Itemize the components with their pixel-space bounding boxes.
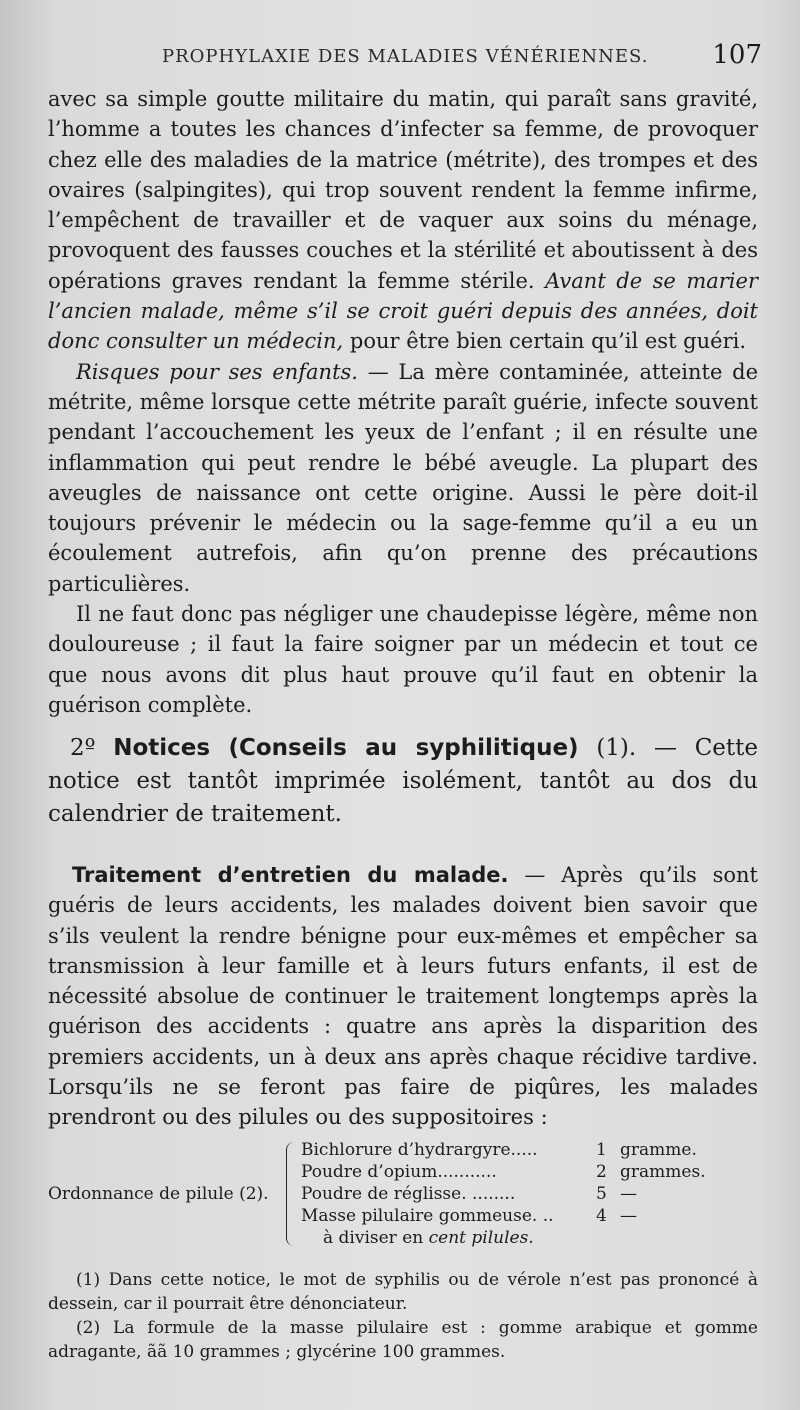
- ingredient-unit: —: [620, 1184, 637, 1204]
- footnote-1: (1) Dans cette notice, le mot de syphilis ou de vérole n’est pas prononcé à dessein, car il pourrait être dénonciateur.: [48, 1270, 758, 1314]
- pill-prescription: [48, 1140, 758, 1260]
- section-notices: [48, 732, 758, 831]
- ingredient-name: Poudre de réglisse. ........: [301, 1184, 516, 1204]
- section-text: — Cette notice est tantôt imprimée isolément, tantôt au dos du calendrier de traitement.: [48, 735, 759, 827]
- subsection-title: Traitement d’entretien du malade.: [72, 863, 509, 887]
- ingredient-qty: 2: [596, 1162, 607, 1182]
- footnote-ref: (1).: [596, 735, 637, 761]
- divide-prefix: à diviser en: [323, 1228, 424, 1248]
- ingredient-name: Bichlorure d’hydrargyre.....: [301, 1140, 538, 1160]
- running-title: PROPHYLAXIE DES MALADIES VÉNÉRIENNES.: [162, 46, 649, 67]
- page-number: 107: [712, 40, 762, 70]
- body-text: [48, 84, 758, 720]
- divide-italic: cent pilules.: [428, 1228, 534, 1248]
- italic-heading: Risques pour ses enfants.: [76, 359, 358, 384]
- paragraph-text: avec sa simple goutte militaire du matin, qui paraît sans gravité, l’homme a toutes les chances d’infecter sa femme, de provoquer chez elle des maladies de la matrice (métrite), des trompes et des ovaires (salpingites), qui trop souvent rendent la femme infirme, l’empêchent de travailler et de vaquer aux soins du ménage, provoquent des fausses couches et la stérilité et aboutissent à des opérations graves rendant la femme stérile.: [48, 87, 758, 293]
- ingredient-qty: 1: [596, 1140, 607, 1160]
- ingredient-unit: —: [620, 1206, 637, 1226]
- italic-advice: Avant de se marier l’ancien malade, même s’il se croit guéri depuis des années, doit donc consulter un médecin,: [48, 268, 758, 354]
- section-number: 2º: [70, 735, 96, 761]
- ingredient-unit: gramme.: [620, 1140, 697, 1160]
- section-maintenance-treatment: [48, 860, 758, 1133]
- paragraph-text: Il ne faut donc pas négliger une chaudepisse légère, même non douloureuse ; il faut la faire soigner par un médecin et tout ce que nous avons dit plus haut prouve qu’il faut en obtenir la guérison complète.: [48, 602, 758, 717]
- paragraph-text: — La mère contaminée, atteinte de métrite, même lorsque cette métrite paraît guérie, infecte souvent pendant l’accouchement les yeux de l’enfant ; il en résulte une inflammation qui peut rendre le bébé aveugle. La plupart des aveugles de naissance ont cette origine. Aussi le père doit-il toujours prévenir le médecin ou la sage-femme qu’il a eu un écoulement autrefois, afin qu’on prenne des précautions particulières.: [48, 359, 758, 596]
- ingredient-qty: 4: [596, 1206, 607, 1226]
- paragraph-children-risks: [48, 357, 758, 599]
- paragraph-text: pour être bien certain qu’il est guéri.: [349, 329, 747, 354]
- ingredient-qty: 5: [596, 1184, 607, 1204]
- subsection-text: — Après qu’ils sont guéris de leurs accidents, les malades doivent bien savoir que s’ils veulent la rendre bénigne pour eux-mêmes et empêcher sa transmission à leur famille et à leurs futurs enfants, il est de nécessité absolue de continuer le traitement longtemps après la guérison des accidents : quatre ans après la disparition des premiers accidents, un à deux ans après chaque récidive tardive. Lorsqu’ils ne se feront pas faire de piqûres, les malades prendront ou des pilules ou des suppositoires :: [48, 863, 758, 1130]
- prescription-label: Ordonnance de pilule (2).: [48, 1184, 269, 1204]
- ingredient-name: Masse pilulaire gommeuse. ..: [301, 1206, 554, 1226]
- paragraph-conclusion: [48, 599, 758, 720]
- footnote-2: (2) La formule de la masse pilulaire est : gomme arabique et gomme adragante, ãã 10 grammes ; glycérine 100 grammes.: [48, 1318, 758, 1362]
- page-header: [0, 40, 800, 80]
- ingredient-name: Poudre d’opium...........: [301, 1162, 497, 1182]
- footnotes: [48, 1268, 758, 1364]
- section-title: Notices (Conseils au syphilitique): [113, 735, 579, 761]
- ingredient-unit: grammes.: [620, 1162, 706, 1182]
- divide-instruction: [323, 1228, 534, 1248]
- paragraph-marriage: [48, 84, 758, 357]
- brace-icon: [286, 1142, 297, 1246]
